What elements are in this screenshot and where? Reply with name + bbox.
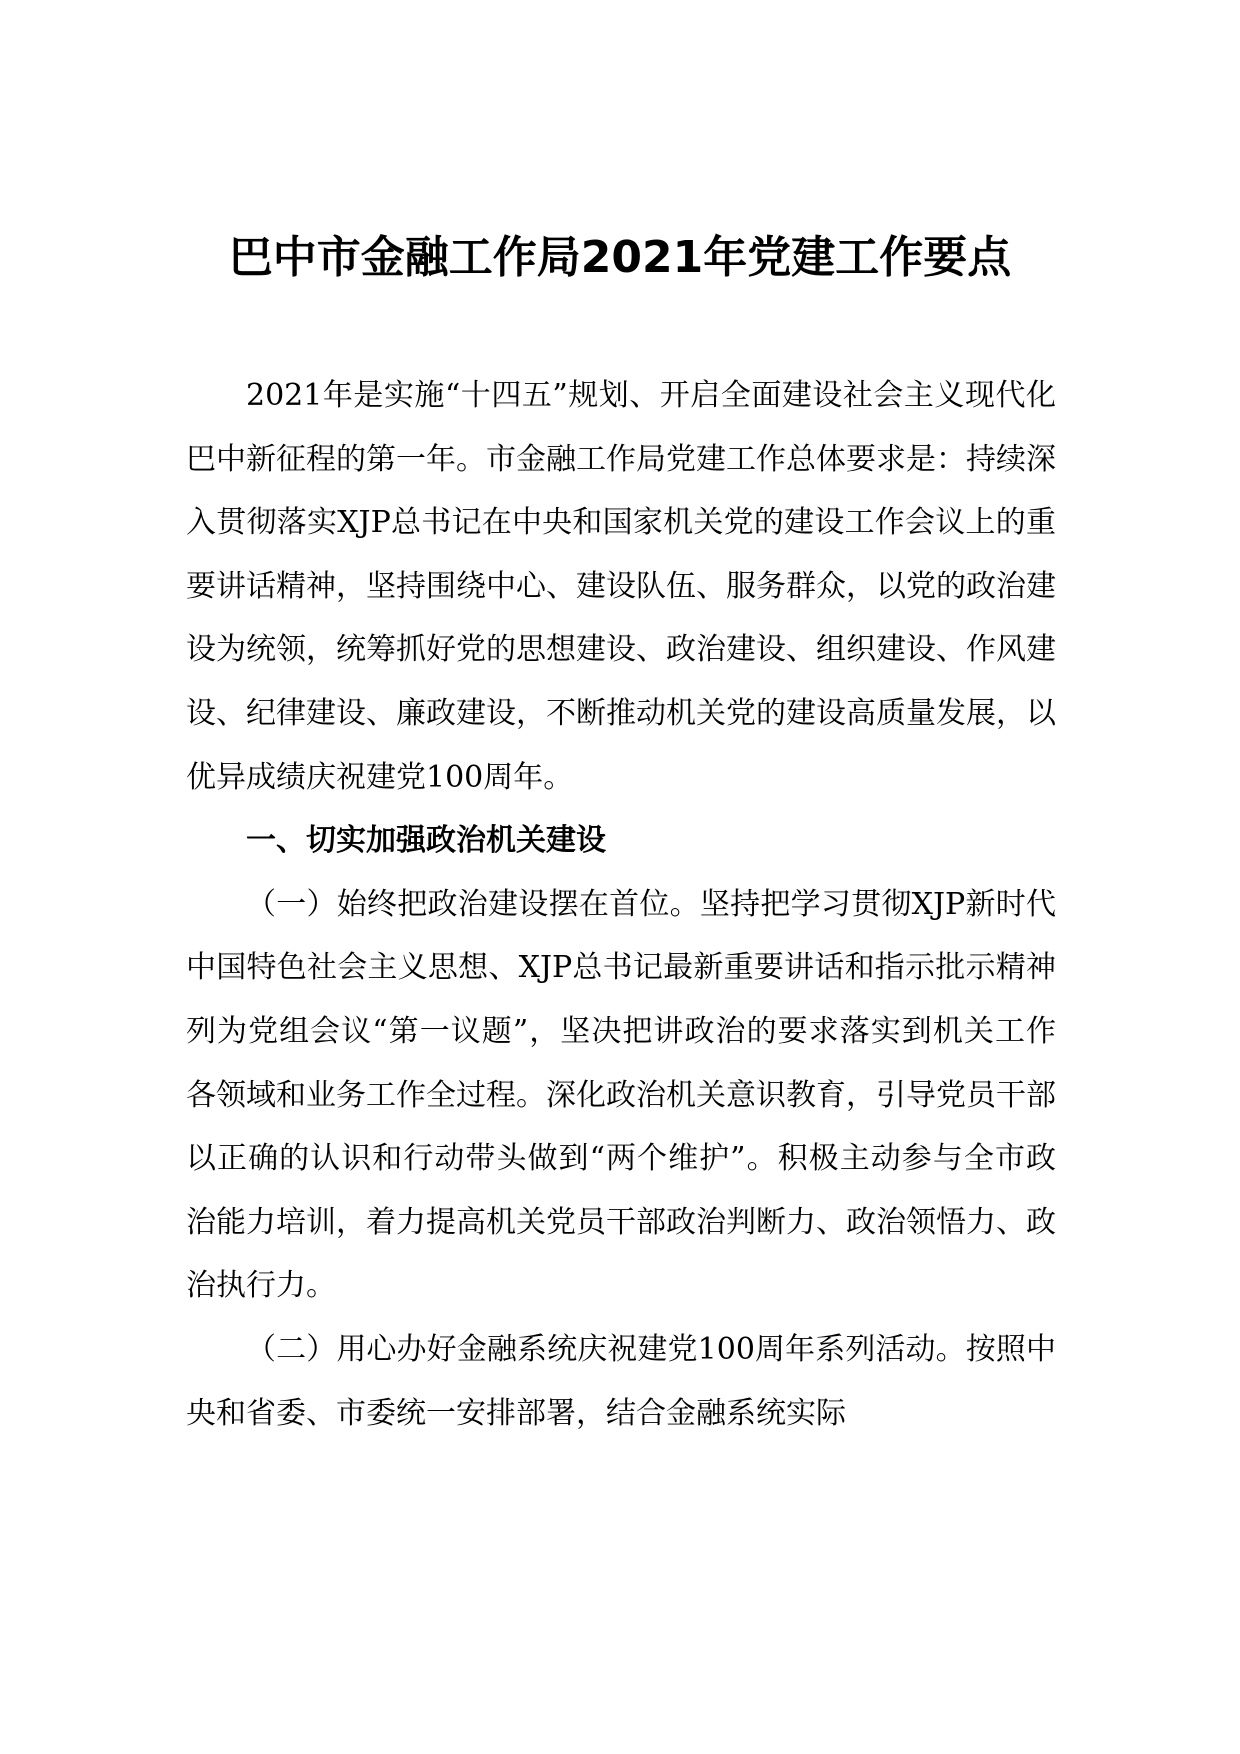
section-item-2: （二）用心办好金融系统庆祝建党100周年系列活动。按照中央和省委、市委统一安排部署，结合金融系统实际 bbox=[186, 1331, 1056, 1431]
section-heading: 一、切实加强政治机关建设 bbox=[246, 823, 606, 859]
section-item-1: （一）始终把政治建设摆在首位。坚持把学习贯彻XJP新时代中国特色社会主义思想、XJP总书记最新重要讲话和指示批示精神列为党组会议“第一议题”，坚决把讲政治的要求落实到机关工作各领域和业务工作全过程。深化政治机关意识教育，引导党员干部以正确的认识和行动带头做到“两个维护”。积极主动参与全市政治能力培训，着力提高机关党员干部政治判断力、政治领悟力、政治执行力。 bbox=[186, 886, 1056, 1304]
document-body bbox=[186, 364, 1056, 1445]
document-title: 巴中市金融工作局2021年党建工作要点 bbox=[228, 232, 1012, 283]
intro-paragraph: 2021年是实施“十四五”规划、开启全面建设社会主义现代化巴中新征程的第一年。市金融工作局党建工作总体要求是：持续深入贯彻落实XJP总书记在中央和国家机关党的建设工作会议上的重要讲话精神，坚持围绕中心、建设队伍、服务群众，以党的政治建设为统领，统筹抓好党的思想建设、政治建设、组织建设、作风建设、纪律建设、廉政建设，不断推动机关党的建设高质量发展，以优异成绩庆祝建党100周年。 bbox=[186, 378, 1056, 795]
